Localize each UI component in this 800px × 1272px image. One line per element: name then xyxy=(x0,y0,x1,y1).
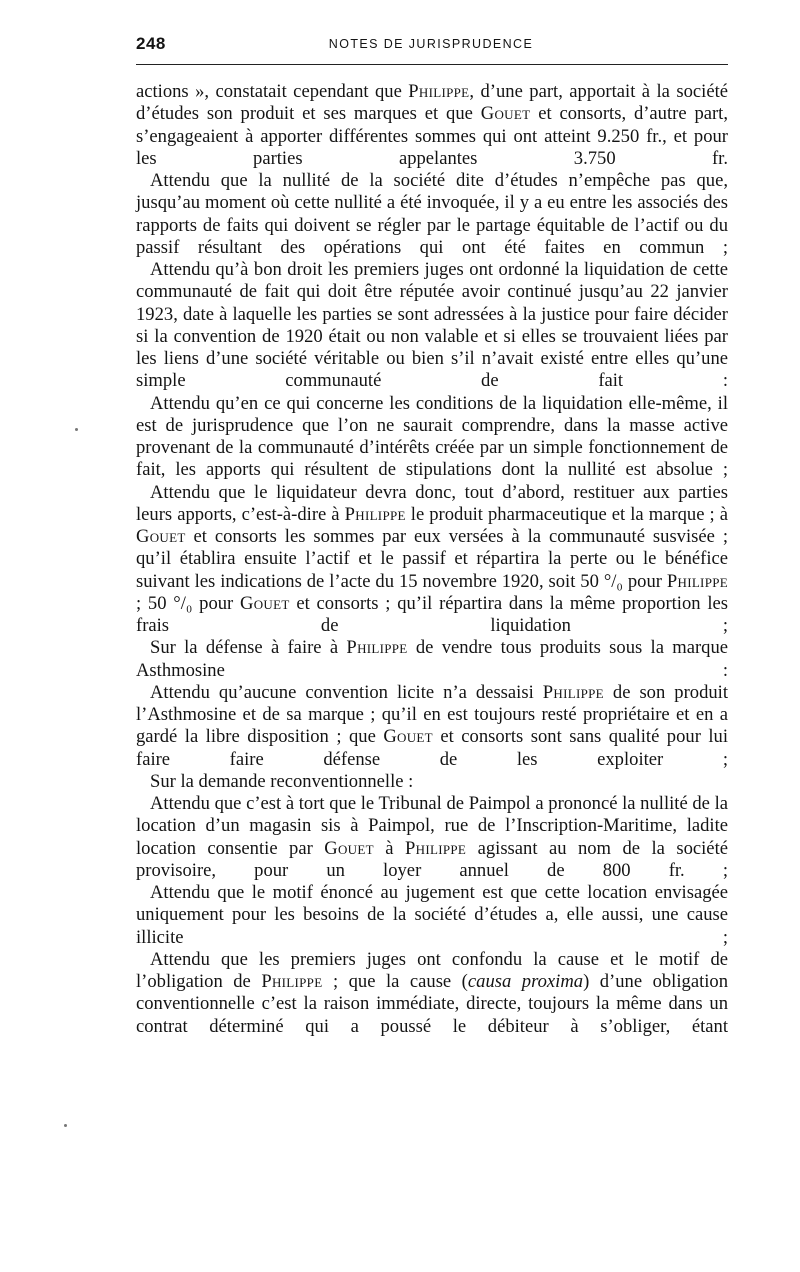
party-name: Philippe xyxy=(346,637,408,659)
paragraph-text: et consorts sont sans qualité pour lui faire faire défense de les exploiter ; xyxy=(136,726,728,770)
latin-term: causa proxima xyxy=(467,971,584,992)
page-header xyxy=(136,30,726,60)
party-name: Gouet xyxy=(480,103,531,125)
party-name: Gouet xyxy=(240,592,290,614)
party-name: Gouet xyxy=(324,837,374,859)
party-name: Gouet xyxy=(136,526,186,547)
paragraph-text: Attendu qu’aucune convention licite n’a dessaisi xyxy=(150,681,543,703)
paragraph-text: de son produit l’Asthmosine et de sa marque ; qu’il en est toujours resté propriétaire et en a gardé la libre disposition ; que xyxy=(136,681,728,748)
paragraph-text: et consorts, d’autre part, s’engageaient à apporter différentes sommes qui ont atteint 9.250 fr., et pour les parties appelantes 3.750 fr. xyxy=(136,103,728,169)
paragraph-text: ; 50 °/₀ pour xyxy=(136,592,240,614)
party-name: Philippe xyxy=(344,503,406,525)
paragraph-text: Attendu qu’à bon droit les premiers juges ont ordonné la liquidation de cette communauté de fait qui doit être réputée avoir continué jusqu’au 22 janvier 1923, date à laquelle les parties se sont adressées à la justice pour faire décider si la convention de 1920 était ou non valable et si elles se trouvaient liées par les liens d’une société véritable ou bien s’il n’avait existé entre elles qu’une simple communauté de fait : xyxy=(136,259,728,392)
paragraph-text: , d’une part, apportait à la société d’études son produit et ses marques et que xyxy=(136,81,728,125)
party-name: Philippe xyxy=(408,81,470,102)
paragraph-text: Attendu qu’en ce qui concerne les conditions de la liquidation elle-même, il est de jurisprudence que l’on ne saurait comprendre, dans la masse active provenant de la communauté d’intérêts créée par un simple fonctionnement de fait, les apports qui résultent de stipulations dont la nullité est absolue ; xyxy=(136,392,728,481)
paragraph-text: Sur la défense à faire à xyxy=(150,637,347,659)
paragraph-text: Attendu que c’est à tort que le Tribunal de Paimpol a prononcé la nullité de la location d’un magasin sis à Paimpol, rue de l’Inscription-Maritime, ladite location consentie par xyxy=(136,793,728,859)
party-name: Gouet xyxy=(383,726,433,748)
paragraph-1 xyxy=(136,81,728,170)
paragraph-text: et consorts les sommes par eux versées à la communauté susvisée ; qu’il établira ensuite l’actif et le passif et répartira la perte ou le bénéfice suivant les indications de l’acte du 15 novembre 1920, soit 50 °/₀ pour xyxy=(136,526,728,592)
paragraph-9 xyxy=(136,793,728,882)
paragraph-text: le produit pharmaceutique et la marque ; à xyxy=(405,503,728,525)
scan-speck xyxy=(75,428,78,431)
paragraph-text: Attendu que la nullité de la société dite d’études n’empêche pas que, jusqu’au moment où cette nullité a été invoquée, il y a eu entre les associés des rapports de faits qui doivent se régler par le partage équitable de l’actif ou du passif résultant des opérations qui ont été faites en commun ; xyxy=(136,170,728,258)
party-name: Philippe xyxy=(542,681,604,703)
body-text xyxy=(136,81,728,1038)
paragraph-text: actions », constatait cependant que xyxy=(136,81,409,102)
paragraph-text: Attendu que le liquidateur devra donc, tout d’abord, restituer aux parties leurs apports, c’est-à-dire à xyxy=(136,481,728,525)
paragraph-3 xyxy=(136,259,728,393)
paragraph-2 xyxy=(136,170,728,259)
scan-speck xyxy=(64,1124,67,1127)
paragraph-7 xyxy=(136,682,728,771)
running-title: NOTES DE JURISPRUDENCE xyxy=(328,37,534,51)
party-name: Philippe xyxy=(666,570,728,592)
paragraph-text: ; que la cause ( xyxy=(322,971,468,992)
paragraph-6 xyxy=(136,637,728,682)
paragraph-4 xyxy=(136,393,728,482)
header-rule xyxy=(136,64,728,65)
paragraph-text: Attendu que le motif énoncé au jugement est que cette location envisagée uniquement pour les besoins de la société d’études a, elle aussi, une cause illicite ; xyxy=(136,882,728,948)
section-heading-text: Sur la demande reconventionnelle : xyxy=(150,770,414,792)
paragraph-text: à xyxy=(373,837,405,859)
paragraph-11 xyxy=(136,949,728,1038)
paragraph-5 xyxy=(136,482,728,638)
paragraph-text: Attendu que les premiers juges ont confondu la cause et le motif de l’obligation de xyxy=(136,948,728,992)
paragraph-text: et consorts ; qu’il répartira dans la même proportion les frais de liquidation ; xyxy=(136,592,728,636)
paragraph-text: de vendre tous produits sous la marque Asthmosine : xyxy=(136,637,729,681)
paragraph-text: ) d’une obligation conventionnelle c’est la raison immédiate, directe, toujours la même dans un contrat déterminé qui a poussé le débiteur à s’obliger, étant xyxy=(136,971,728,1037)
paragraph-text: agissant au nom de la société provisoire, pour un loyer annuel de 800 fr. ; xyxy=(136,837,728,881)
page-number: 248 xyxy=(136,34,166,53)
party-name: Philippe xyxy=(261,971,323,992)
party-name: Philippe xyxy=(405,837,467,859)
paragraph-8 xyxy=(136,771,728,793)
paragraph-10 xyxy=(136,882,728,949)
